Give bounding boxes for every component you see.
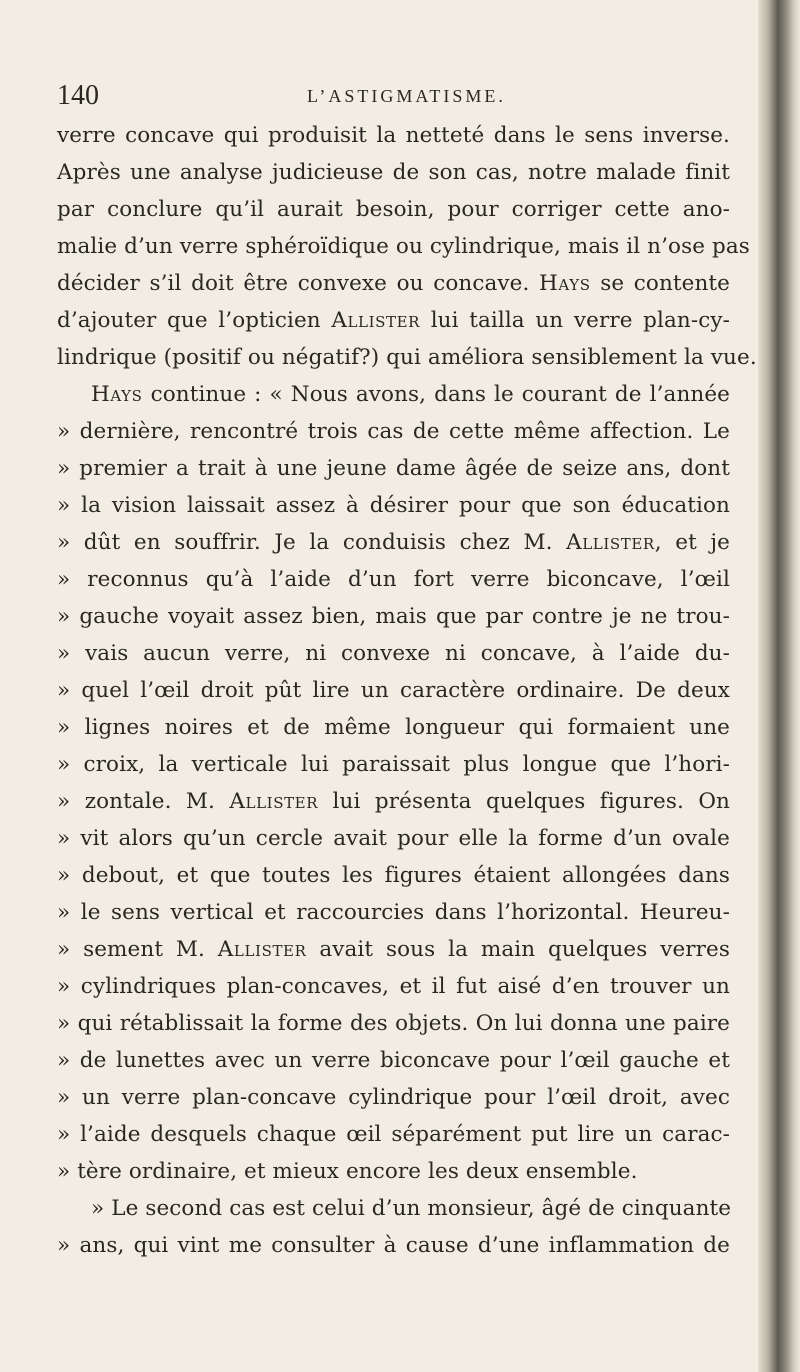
quoted-line: » ans, qui vint me consulter à cause d’une inflammation de [57,1233,730,1258]
quoted-line: » la vision laissait assez à désirer pour que son éducation [57,493,730,518]
text-line: malie d’un verre sphéroïdique ou cylindrique, mais il n’ose pas [57,234,750,259]
quoted-line: » dût en souffrir. Je la conduisis chez M. Allister, et je [57,530,730,555]
paragraph-start-line: » Le second cas est celui d’un monsieur, âgé de cinquante [91,1196,732,1221]
quoted-line: » reconnus qu’à l’aide d’un fort verre biconcave, l’œil [57,567,730,592]
text-line: décider s’il doit être convexe ou concave. Hays se contente [57,271,730,296]
page-header [57,80,717,112]
proper-name: Allister [566,530,655,555]
body-text [57,117,757,1264]
quoted-line: » vit alors qu’un cercle avait pour elle la forme d’un ovale [57,826,730,851]
quoted-line: » vais aucun verre, ni convexe ni concave, à l’aide du- [57,641,730,666]
proper-name: Hays [91,382,143,407]
quoted-line: » croix, la verticale lui paraissait plus longue que l’hori- [57,752,730,777]
quoted-line: » l’aide desquels chaque œil séparément put lire un carac- [57,1122,730,1147]
quoted-line: » sement M. Allister avait sous la main quelques verres [57,937,731,962]
text-line: verre concave qui produisit la netteté dans le sens inverse. [57,123,730,148]
quoted-line: » un verre plan-concave cylindrique pour l’œil droit, avec [57,1085,730,1110]
text-line: Après une analyse judicieuse de son cas, notre malade finit [57,160,730,185]
quoted-line: » dernière, rencontré trois cas de cette même affection. Le [57,419,730,444]
quoted-line: » cylindriques plan-concaves, et il fut aisé d’en trouver un [57,974,730,999]
quoted-line: » le sens vertical et raccourcies dans l’horizontal. Heureu- [57,900,730,925]
quoted-line: » quel l’œil droit pût lire un caractère ordinaire. De deux [57,678,730,703]
proper-name: Allister [331,308,421,333]
text-line: lindrique (positif ou négatif?) qui améliora sensiblement la vue. [57,345,757,370]
page-number: 140 [57,80,99,111]
quoted-line: » lignes noires et de même longueur qui formaient une [57,715,730,740]
quoted-line: » zontale. M. Allister lui présenta quelques figures. On [57,789,730,814]
quoted-line: » de lunettes avec un verre biconcave pour l’œil gauche et [57,1048,730,1073]
paragraph-start-line: Hays continue : « Nous avons, dans le courant de l’année [91,382,730,407]
proper-name: Hays [539,271,591,296]
proper-name: Allister [229,789,319,814]
text-line: d’ajouter que l’opticien Allister lui tailla un verre plan-cy- [57,308,730,333]
running-title: L’ASTIGMATISME. [307,86,506,106]
quoted-line: » premier a trait à une jeune dame âgée de seize ans, dont [57,456,730,481]
page-edge-shadow [758,0,800,1372]
text-line: par conclure qu’il aurait besoin, pour corriger cette ano- [57,197,730,222]
quoted-line: » tère ordinaire, et mieux encore les deux ensemble. [57,1159,638,1184]
proper-name: Allister [217,937,307,962]
quoted-line: » gauche voyait assez bien, mais que par contre je ne trou- [57,604,730,629]
quoted-line: » debout, et que toutes les figures étaient allongées dans [57,863,730,888]
quoted-line: » qui rétablissait la forme des objets. On lui donna une paire [57,1011,730,1036]
